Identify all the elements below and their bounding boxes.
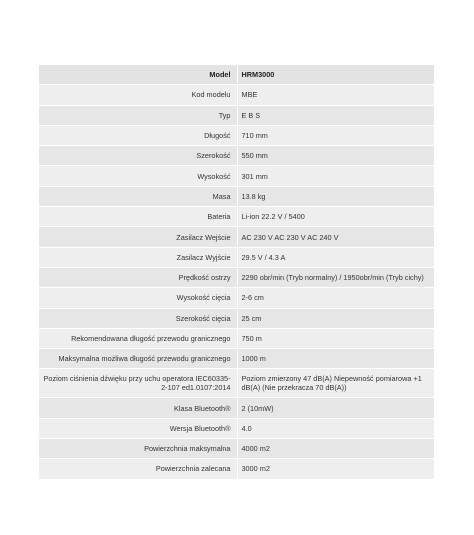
table-row <box>39 369 434 398</box>
table-row <box>39 247 434 267</box>
row-value: 550 mm <box>237 146 434 166</box>
table-row <box>39 207 434 227</box>
row-label: Zasilacz Wyjście <box>39 247 237 267</box>
table-row <box>39 146 434 166</box>
table-row <box>39 125 434 145</box>
row-value: 301 mm <box>237 166 434 186</box>
row-label: Powierzchnia zalecana <box>39 459 237 479</box>
row-value: 750 m <box>237 328 434 348</box>
row-value: Li-ion 22.2 V / 5400 <box>237 207 434 227</box>
table-row <box>39 105 434 125</box>
header-value: HRM3000 <box>237 65 434 85</box>
table-row <box>39 186 434 206</box>
table-row <box>39 227 434 247</box>
table-row <box>39 349 434 369</box>
row-value: 710 mm <box>237 125 434 145</box>
row-label: Masa <box>39 186 237 206</box>
row-value: 3000 m2 <box>237 459 434 479</box>
header-label: Model <box>39 65 237 85</box>
table-header-row <box>39 65 434 85</box>
table-row <box>39 439 434 459</box>
row-label: Maksymalna możliwa długość przewodu granicznego <box>39 349 237 369</box>
table-row <box>39 308 434 328</box>
row-label: Klasa Bluetooth® <box>39 398 237 418</box>
table-row <box>39 288 434 308</box>
row-label: Zasilacz Wejście <box>39 227 237 247</box>
spec-table-body <box>39 65 434 479</box>
row-label: Wysokość <box>39 166 237 186</box>
table-row <box>39 418 434 438</box>
row-value: 2 (10mW) <box>237 398 434 418</box>
row-value: Poziom zmierzony 47 dB(A) Niepewność pomiarowa +1 dB(A) (Nie przekracza 70 dB(A)) <box>237 369 434 398</box>
row-label: Poziom ciśnienia dźwięku przy uchu operatora IEC60335-2-107 ed1.0107:2014 <box>39 369 237 398</box>
row-value: 4.0 <box>237 418 434 438</box>
row-value: 29.5 V / 4.3 A <box>237 247 434 267</box>
row-value: 1000 m <box>237 349 434 369</box>
row-label: Rekomendowana długość przewodu granicznego <box>39 328 237 348</box>
row-label: Szerokość <box>39 146 237 166</box>
row-value: 4000 m2 <box>237 439 434 459</box>
row-label: Prędkość ostrzy <box>39 267 237 287</box>
spec-table <box>39 64 434 479</box>
row-value: E B S <box>237 105 434 125</box>
table-row <box>39 398 434 418</box>
table-row <box>39 85 434 105</box>
table-row <box>39 328 434 348</box>
row-value: 2-6 cm <box>237 288 434 308</box>
row-label: Bateria <box>39 207 237 227</box>
table-row <box>39 459 434 479</box>
table-row <box>39 166 434 186</box>
row-value: MBE <box>237 85 434 105</box>
row-value: AC 230 V AC 230 V AC 240 V <box>237 227 434 247</box>
row-label: Wysokość cięcia <box>39 288 237 308</box>
row-value: 2290 obr/min (Tryb normalny) / 1950obr/min (Tryb cichy) <box>237 267 434 287</box>
row-label: Wersja Bluetooth® <box>39 418 237 438</box>
row-label: Szerokość cięcia <box>39 308 237 328</box>
row-label: Kod modelu <box>39 85 237 105</box>
row-label: Powierzchnia maksymalna <box>39 439 237 459</box>
row-label: Długość <box>39 125 237 145</box>
row-value: 25 cm <box>237 308 434 328</box>
table-row <box>39 267 434 287</box>
row-value: 13.8 kg <box>237 186 434 206</box>
row-label: Typ <box>39 105 237 125</box>
